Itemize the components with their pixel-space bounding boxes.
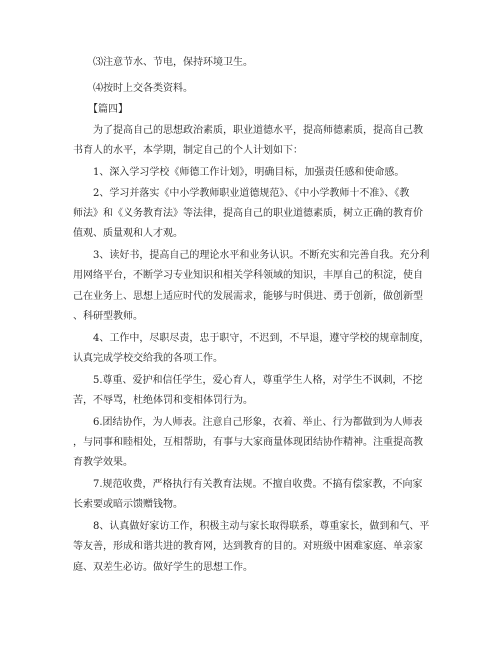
text-line: ⑶注意节水、节电，保持环境卫生。 (93, 57, 253, 68)
text-line: 己在业务上、思想上适应时代的发展需求，能够与时俱进、勇于创新，做创新型 (73, 291, 423, 302)
text-line: 1、深入学习学校《师德工作计划》，明确目标，加强责任感和使命感。 (93, 167, 405, 178)
text-line: 8、认真做好家访工作，积极主动与家长取得联系，尊重家长，做到和气、平 (93, 521, 430, 532)
text-line: 苦，不辱骂，杜绝体罚和变相体罚行为。 (73, 395, 253, 406)
text-line: 为了提高自己的思想政治素质，职业道德水平，提高师德素质，提高自己教 (93, 125, 423, 136)
text-line: 5.尊重、爱护和信任学生，爱心育人，尊重学生人格，对学生不讽刺，不挖 (93, 375, 423, 386)
text-line: 庭、双差生必访。做好学生的思想工作。 (73, 562, 253, 573)
text-line: 值观、质量观和人才观。 (73, 228, 183, 239)
text-line: 4、工作中，尽职尽责，忠于职守，不迟到，不早退，遵守学校的规章制度， (93, 333, 430, 344)
text-line: 师法》和《义务教育法》等法律，提高自己的职业道德素质，树立正确的教育价 (73, 208, 423, 219)
text-line: 长索要或暗示馈赠钱物。 (73, 499, 183, 510)
text-line: 2、学习并落实《中小学教师职业道德规范》、《中小学教师十不准》、《教 (93, 188, 410, 199)
text-line: 6.团结协作，为人师表。注意自己形象，衣着、举止、行为都做到为人师表 (93, 417, 423, 428)
text-line: 认真完成学校交给我的各项工作。 (73, 353, 223, 364)
text-line: 用网络平台，不断学习专业知识和相关学科领域的知识，丰厚自己的积淀，使自 (73, 270, 423, 281)
text-line: 7.规范收费，严格执行有关教育法规。不擅自收费。不搞有偿家教，不向家 (93, 479, 423, 490)
text-line: 等友善，形成和谐共进的教育网，达到教育的目的。对班级中困难家庭、单亲家 (73, 541, 423, 552)
section-heading: 【篇四】 (88, 104, 128, 115)
text-line: ，与同事和睦相处，互相帮助，有事与大家商量体现团结协作精神。注重提高教 (73, 437, 423, 448)
text-line: 、科研型教师。 (73, 311, 143, 322)
text-line: 3、读好书，提高自己的理论水平和业务认识。不断充实和完善自我。充分利 (93, 250, 430, 261)
text-line: ⑷按时上交各类资料。 (93, 83, 193, 94)
text-line: 书育人的水平，本学期，制定自己的个人计划如下： (73, 145, 303, 156)
text-line: 育教学效果。 (73, 457, 133, 468)
